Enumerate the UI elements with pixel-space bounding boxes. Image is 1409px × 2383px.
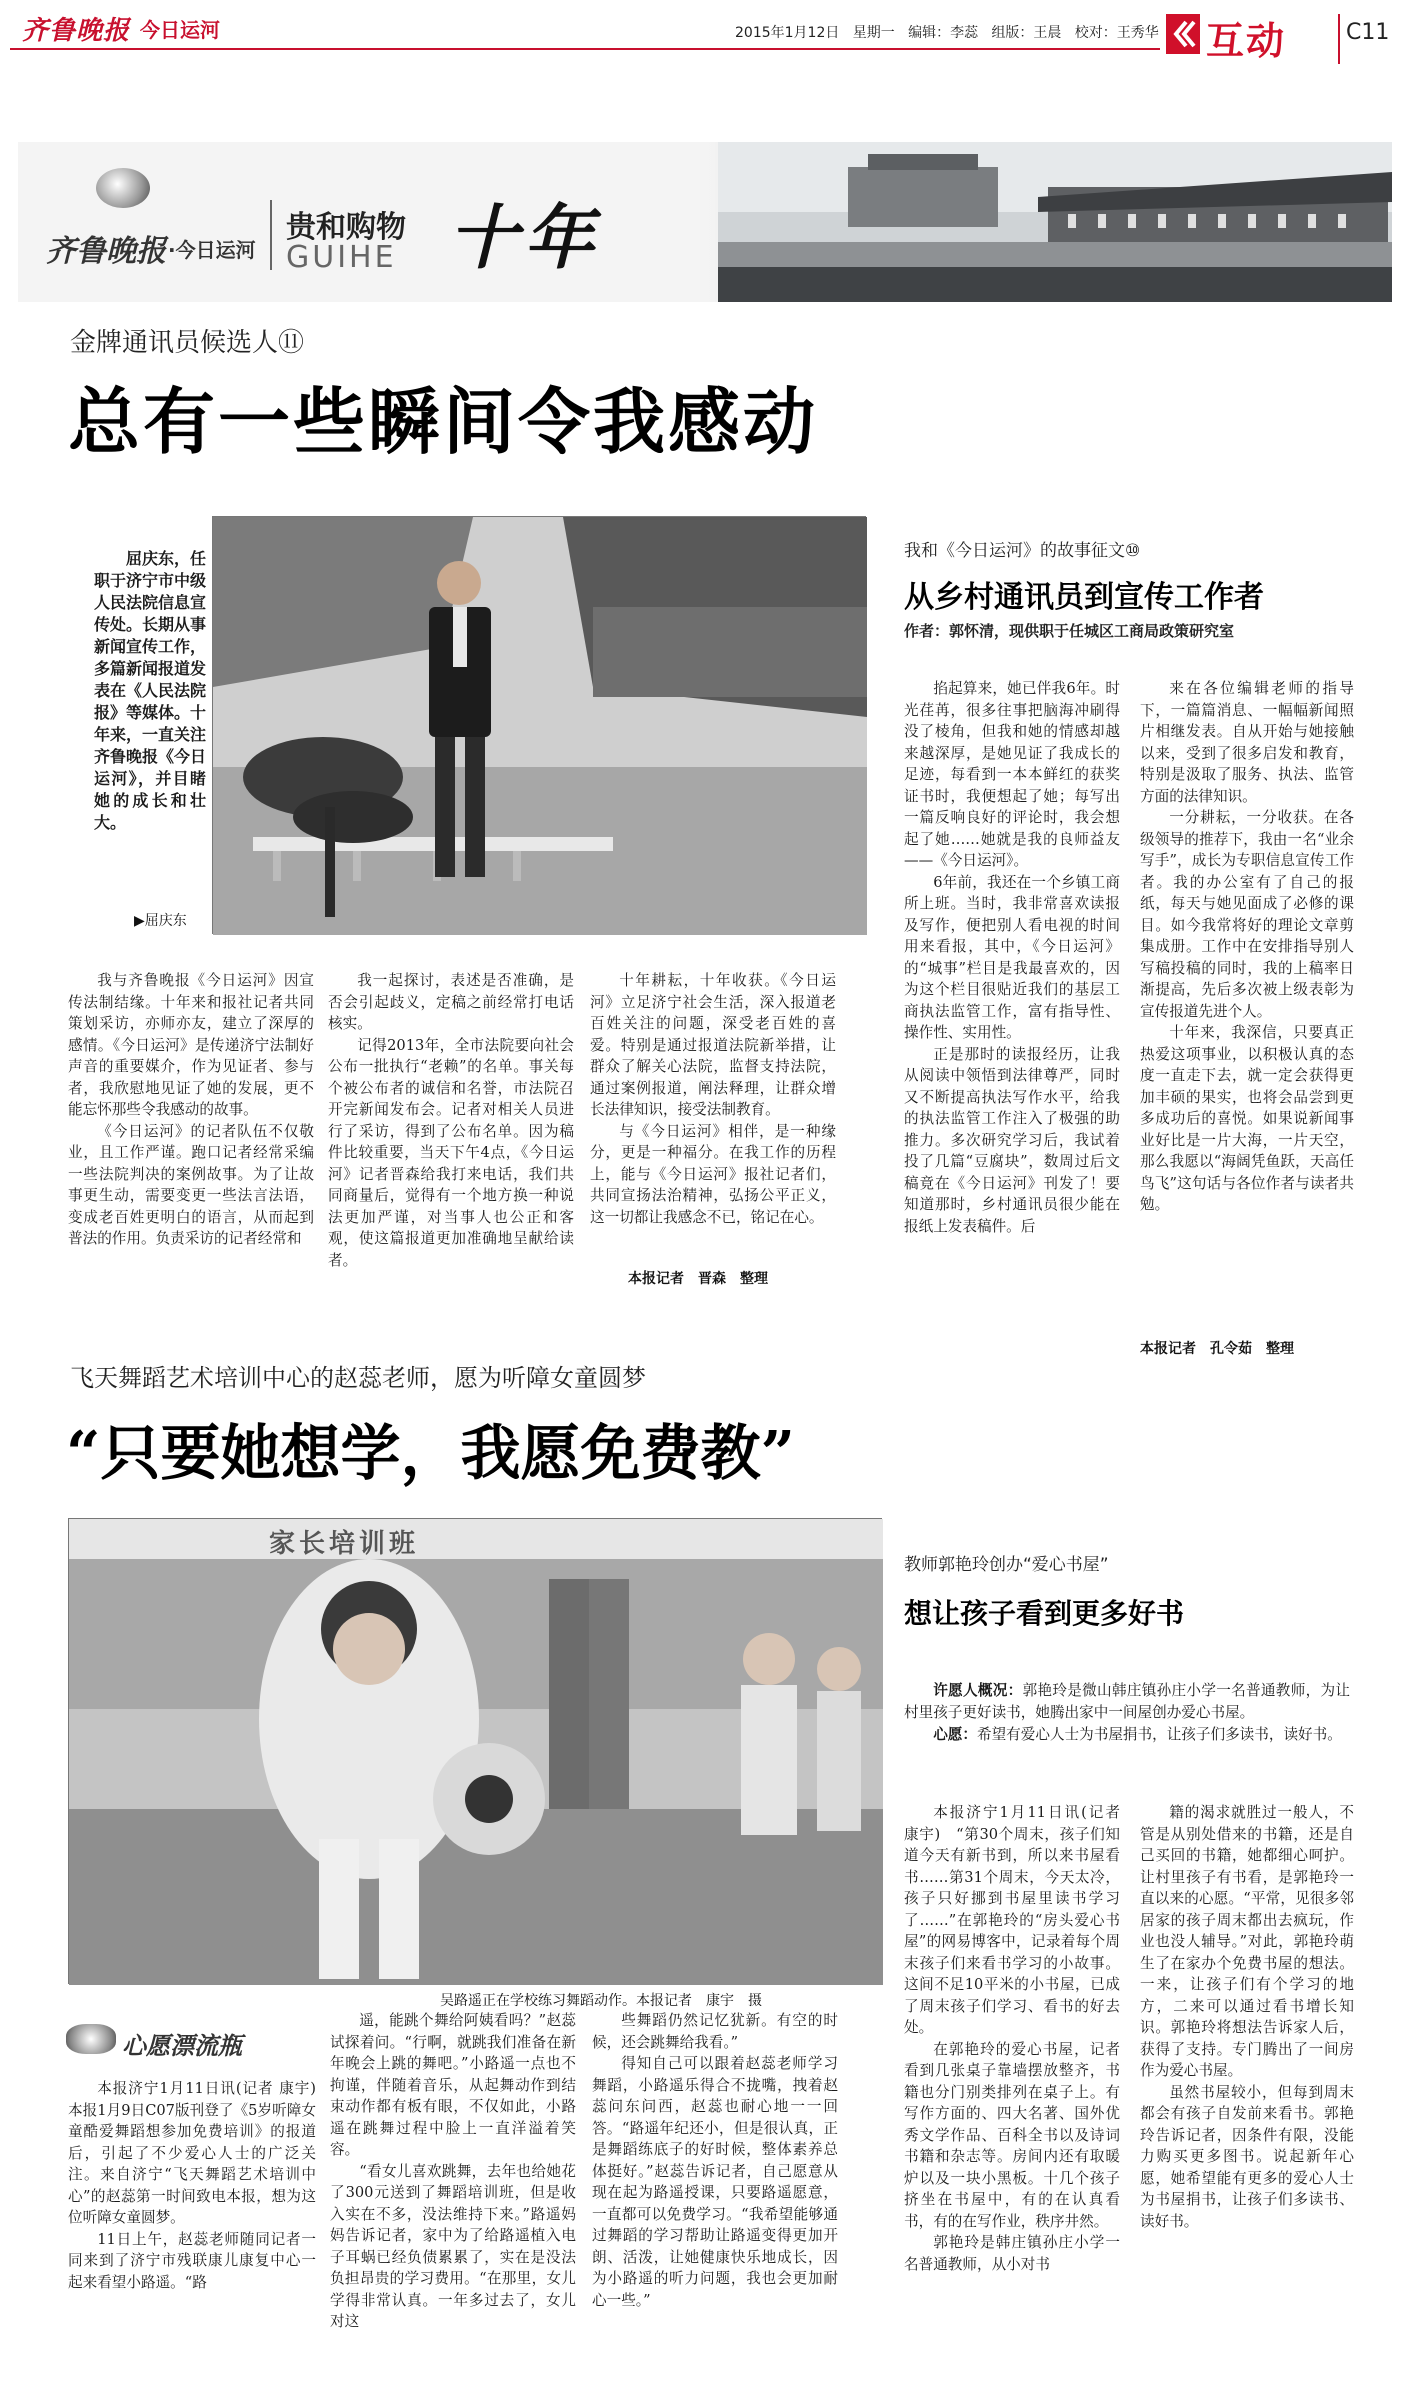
article4-col2: 籍的渴求就胜过一般人，不管是从别处借来的书籍，还是自己买回的书籍，她都细心呵护。让村里孩子有书看，是郭艳玲一直以来的心愿。“平常，见很多邻居家的孩子周末都出去疯玩，作业也没人辅导。”对此，郭艳玲萌生了在家办个免费书屋的想法。一来，让孩子们有个学习的地方，二来可以通过看书增长知识。郭艳玲将想法告诉家人后，获得了支持。专门腾出了一间房作为爱心书屋。 虽然书屋较小，但每到周末都会有孩子自发前来看书。郭艳玲告诉记者，因条件有限，没能力购买更多图书。说起新年心愿，她希望能有更多的爱心人士为书屋捐书，让孩子们多读书、读好书。 <box>1140 1804 1354 2230</box>
ten-years-title: 十年 <box>448 196 600 279</box>
article4-headline: 想让孩子看到更多好书 <box>904 1597 1185 1630</box>
article2-col1: 掐起算来，她已伴我6年。时光荏苒，很多往事把脑海冲刷得没了棱角，但我和她的情感却越来越深厚，是她见证了我成长的足迹，每看到一本本鲜红的获奖证书时，我便想起了她；每写出一篇反响良好的评论时，我会想起了她……她就是我的良师益友——《今日运河》。 6年前，我还在一个乡镇工商所上班。当时，我非常喜欢读报及写作，便把别人看电视的时间用来看报，其中，《今日运河》的“城事”栏目是我最喜欢的，因为这个栏目很贴近我们的基层工商执法监管工作，富有指导性、操作性、实用性。 正是那时的读报经历，让我从阅读中领悟到法律尊严，同时又不断提高执法写作水平，给我的执法监管工作注入了极强的助推力。多次研究学习后，我试着投了几篇“豆腐块”，数周过后文稿竟在《今日运河》刊发了！要知道那时，乡村通讯员很少能在报纸上发表稿件。后 <box>904 680 1120 1235</box>
article3-photo <box>68 1518 882 1984</box>
article2-headline: 从乡村通讯员到宣传工作者 <box>904 580 1264 615</box>
section-tag-mark <box>1166 14 1200 54</box>
article1-col3: 十年耕耘，十年收获。《今日运河》立足济宁社会生活，深入报道老百姓关注的问题，深受老百姓的喜爱。特别是通过报道法院新举措，让群众了解关心法院，监督支持法院，通过案例报道，阐法释理，让群众增长法律知识，接受法制教育。 与《今日运河》相伴，是一种缘分，更是一种福分。在我工作的历程上，能与《今日运河》报社记者们，共同宣扬法治精神，弘扬公平正义，这一切都让我感念不已，铭记在心。 <box>590 972 836 1226</box>
article3-kicker: 飞天舞蹈艺术培训中心的赵蕊老师，愿为听障女童圆梦 <box>70 1364 646 1392</box>
date: 2015年1月12日 <box>735 25 840 41</box>
double-chevron-icon <box>1166 14 1200 54</box>
wish-label: 心愿： <box>933 1726 977 1743</box>
section-tag: 互动 <box>1206 19 1287 63</box>
article1-signature: 本报记者 晋森 整理 <box>628 1271 768 1287</box>
article1-headline: 总有一些瞬间令我感动 <box>68 380 819 464</box>
banner-divider <box>270 200 272 270</box>
page-header <box>0 0 1409 72</box>
article2-col2: 来在各位编辑老师的指导下，一篇篇消息、一幅幅新闻照片相继发表。自从开始与她接触以来，受到了很多启发和教育，特别是汲取了服务、执法、监管方面的法律知识。 一分耕耘，一分收获。在各级领导的推荐下，我由一名“业余写手”，成长为专职信息宣传工作者。我的办公室有了自己的报纸，每天与她见面成了必修的课目。如今我常将好的理论文章剪集成册。工作中在安排指导别人写稿投稿的同时，我的上稿率日渐提高，先后多次被上级表彰为宣传报道先进个人。 十年来，我深信，只要真正热爱这项事业，以积极认真的态度一直走下去，就一定会获得更加丰硕的果实，也将会品尝到更多成功后的喜悦。如果说新闻事业好比是一片大海，一片天空，那么我愿以“海阔凭鱼跃，天高任鸟飞”这句话与各位作者与读者共勉。 <box>1140 680 1354 1213</box>
article4-kicker: 教师郭艳玲创办“爱心书屋” <box>904 1555 1109 1575</box>
sponsor-en: GUIHE <box>286 240 397 275</box>
article1-photo <box>212 516 866 934</box>
summary-label: 许愿人概况： <box>933 1682 1023 1699</box>
page-number: C11 <box>1346 20 1390 45</box>
banner-paper-logo: 齐鲁晚报 <box>46 234 166 269</box>
article1-photo-caption: ▶屈庆东 <box>134 913 187 929</box>
article4-summary <box>904 1680 1350 1780</box>
anniversary-banner <box>18 142 1392 302</box>
article2-author: 作者：郭怀清，现供职于任城区工商局政策研究室 <box>904 622 1235 640</box>
header-meta <box>735 22 1159 42</box>
photo-wall-sign: 家长培训班 <box>269 1529 420 1559</box>
article1-col1: 我与齐鲁晚报《今日运河》因宣传法制结缘。十年来和报社记者共同策划采访，亦师亦友，建立了深厚的感情。《今日运河》是传递济宁法制好声音的重要媒介，作为见证者、参与者，我欣慰地见证了她的发展，更不能忘怀那些令我感动的故事。 《今日运河》的记者队伍不仅敬业，且工作严谨。跑口记者经常采编一些法院判决的案例故事。为了让故事更生动，需要变更一些法言法语，变成老百姓更明白的语言，从而起到普法的作用。负责采访的记者经常和 <box>68 972 314 1247</box>
dance-photo-illustration <box>69 1519 883 1985</box>
article1-col2: 我一起探讨，表述是否准确，是否会引起歧义，定稿之前经常打电话核实。 记得2013年，全市法院要向社会公布一批执行“老赖”的名单。事关每个被公布者的诚信和名誉，市法院召开完新闻发布会。记者对相关人员进行了采访，得到了公布名单。因为稿件比较重要，当天下午4点，《今日运河》记者晋森给我打来电话，我们共同商量后，觉得有一个地方换一种说法更加严谨，对当事人也公正和客观，使这篇报道更加准确地呈献给读者。 <box>328 972 574 1269</box>
article2-signature: 本报记者 孔令茹 整理 <box>1140 1341 1294 1357</box>
article1-kicker: 金牌通讯员候选人⑪ <box>70 328 305 358</box>
layout-editor: 组版：王晨 <box>991 25 1062 41</box>
article3-photo-caption: 吴路遥正在学校练习舞蹈动作。本报记者 康宇 摄 <box>440 1993 762 2009</box>
banner-emblem <box>96 168 150 208</box>
wish-bottle-logo <box>66 2018 276 2060</box>
proofreader: 校对：王秀华 <box>1074 25 1159 41</box>
wish-text: 希望有爱心人士为书屋捐书，让孩子们多读书，读好书。 <box>976 1726 1342 1743</box>
article2-kicker: 我和《今日运河》的故事征文⑩ <box>904 541 1141 561</box>
summary-text: 郭艳玲是微山韩庄镇孙庄小学一名普通教师，为让村里孩子更好读书，她腾出家中一间屋创办爱心书屋。 <box>904 1682 1350 1721</box>
header-rule <box>10 48 1160 50</box>
paper-logo: 齐鲁晚报 <box>22 16 131 46</box>
courtyard-photo-illustration <box>213 517 867 935</box>
article4-col1: 本报济宁1月11日讯(记者 康宇) “第30个周末，孩子们知道今天有新书到，所以来书屋看书……第31个周末，今天太冷，孩子只好挪到书屋里读书学习了……”在郭艳玲的“房头爱心书屋”的网易博客中，记录着每个周末孩子们来看书学习的小故事。这间不足10平米的小书屋，已成了周末孩子们学习、看书的好去处。 在郭艳玲的爱心书屋，记者看到几张桌子靠墙摆放整齐，书籍也分门别类排列在桌子上。有写作方面的、四大名著、国外优秀文学作品、百科全书以及诗词书籍和杂志等。房间内还有取暖炉以及一块小黑板。十几个孩子挤坐在书屋中，有的在认真看书，有的在写作业，秩序井然。 郭艳玲是韩庄镇孙庄小学一名普通教师，从小对书 <box>904 1804 1135 2273</box>
article3-col2: 遥，能跳个舞给阿姨看吗？”赵蕊试探着问。“行啊，就跳我们准备在新年晚会上跳的舞吧。”小路遥一点也不拘谨，伴随着音乐，从起舞动作到结束动作都有板有眼，不仅如此，小路遥在跳舞过程中脸上一直洋溢着笑容。 “看女儿喜欢跳舞，去年也给她花了300元送到了舞蹈培训班，但是收入实在不多，没法维持下来。”路遥妈妈告诉记者，家中为了给路遥植入电子耳蜗已经负债累累了，实在是没法负担昂贵的学习费用。“在那里，女儿学得非常认真。一年多过去了，女儿对这 <box>330 2012 576 2330</box>
sponsor-cn: 贵和购物 <box>286 210 406 245</box>
column-logo-text: 心愿漂流瓶 <box>122 2032 242 2060</box>
article3-col1: 本报济宁1月11日讯(记者 康宇) 本报1月9日C07版刊登了《5岁听障女童酷爱舞蹈想参加免费培训》的报道后，引起了不少爱心人士的广泛关注。来自济宁“飞天舞蹈艺术培训中心”的赵蕊第一时间致电本报，想为这位听障女童圆梦。 11日上午，赵蕊老师随同记者一同来到了济宁市残联康儿康复中心一起来看望小路遥。“路 <box>68 2080 331 2291</box>
weekday: 星期一 <box>852 25 895 41</box>
article3-col3: 些舞蹈仍然记忆犹新。有空的时候，还会跳舞给我看。” 得知自己可以跟着赵蕊老师学习舞蹈，小路遥乐得合不拢嘴，拽着赵蕊问东问西，赵蕊也耐心地一一回答。“路遥年纪还小，但是很认真，正是舞蹈练底子的好时候，整体素养总体挺好。”赵蕊告诉记者，自己愿意从现在起为路遥授课，只要路遥愿意，一直都可以免费学习。“我希望能够通过舞蹈的学习帮助让路遥变得更加开朗、活泼，让她健康快乐地成长，因为小路遥的听力问题，我也会更加耐心一些。” <box>592 2012 838 2309</box>
header-divider <box>1338 14 1340 64</box>
editor: 编辑：李蕊 <box>908 25 979 41</box>
article3-headline: “只要她想学，我愿免费教” <box>66 1419 796 1489</box>
bottle-icon <box>66 2024 116 2054</box>
section-name: 今日运河 <box>140 18 220 42</box>
banner-cityscape <box>718 142 1392 302</box>
article1-intro: 屈庆东，任职于济宁市中级人民法院信息宣传处。长期从事新闻宣传工作，多篇新闻报道发表在《人民法院报》等媒体。十年来，一直关注齐鲁晚报《今日运河》，并目睹她的成长和壮大。 <box>94 549 207 832</box>
banner-sub: ·今日运河 <box>168 238 256 262</box>
